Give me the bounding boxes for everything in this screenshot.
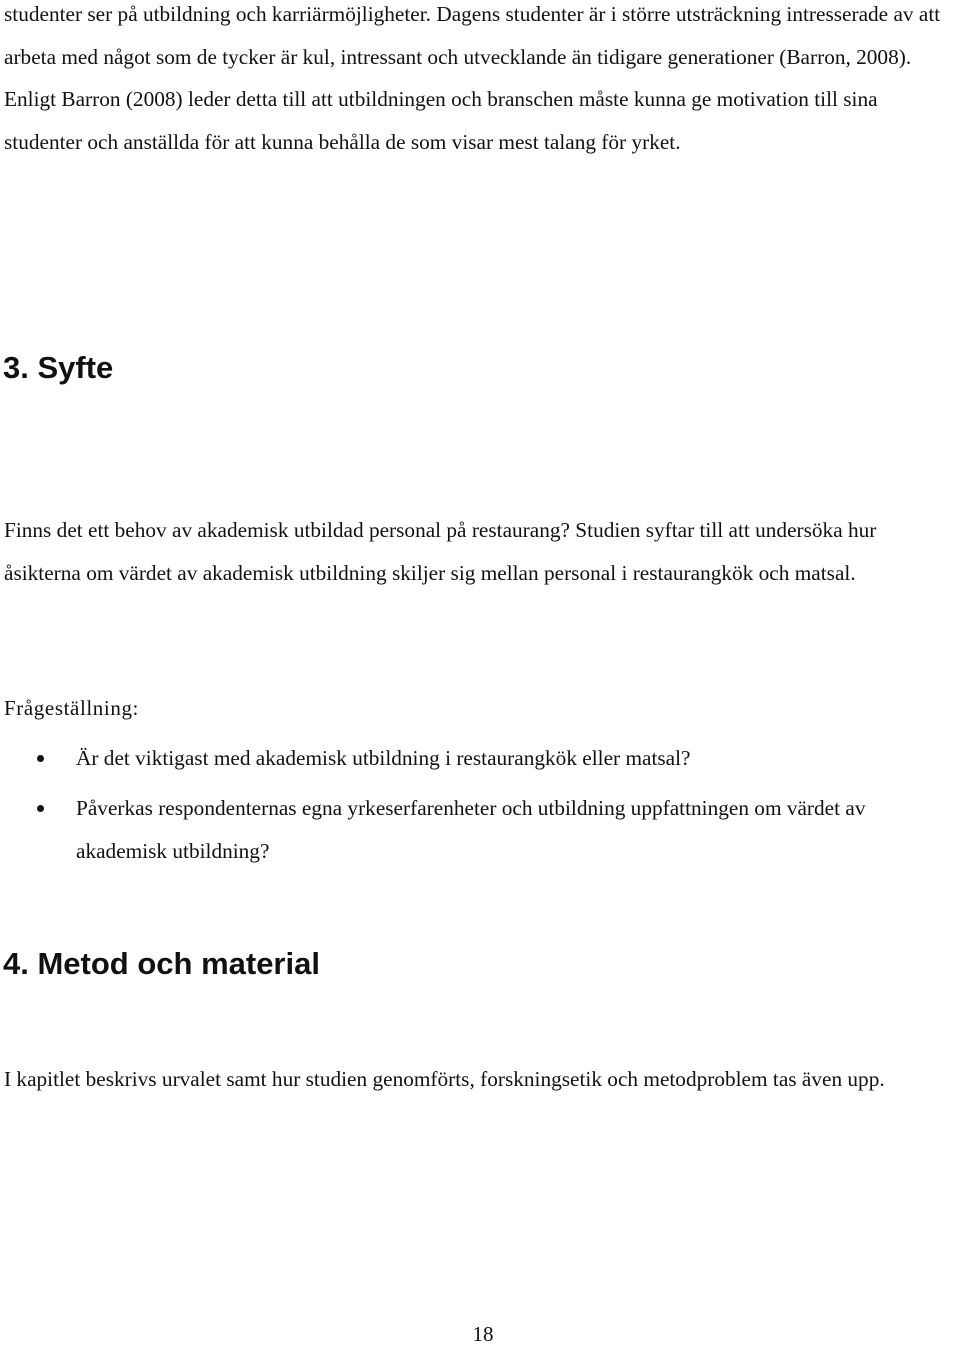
section-3-paragraph: Finns det ett behov av akademisk utbildad personal på restaurang? Studien syftar till att undersöka hur åsikterna om värdet av akademisk utbildning skiljer sig mellan personal i restaurangkök och matsal.: [4, 518, 877, 585]
page-number: 18: [472, 1322, 494, 1346]
section-4-heading: 4. Metod och material: [3, 946, 320, 981]
question-text: Är det viktigast med akademisk utbildning i restaurangkök eller matsal?: [76, 746, 691, 770]
bullet-icon: [37, 755, 44, 762]
question-text: Påverkas respondenternas egna yrkeserfarenheter och utbildning uppfattningen om värdet av akademisk utbildning?: [76, 796, 866, 863]
section-4-paragraph: I kapitlet beskrivs urvalet samt hur studien genomförts, forskningsetik och metodproblem tas även upp.: [4, 1067, 885, 1091]
section-3-heading: 3. Syfte: [3, 350, 114, 385]
bullet-icon: [37, 805, 44, 812]
questions-label: Frågeställning:: [4, 696, 139, 720]
intro-paragraph: studenter ser på utbildning och karriärmöjligheter. Dagens studenter är i större utsträckning intresserade av att arbeta med något som de tycker är kul, intressant och utvecklande än tidigare generationer (Barron, 2008). Enligt Barron (2008) leder detta till att utbildningen och branschen måste kunna ge motivation till sina studenter och anställda för att kunna behålla de som visar mest talang för yrket.: [4, 2, 941, 155]
